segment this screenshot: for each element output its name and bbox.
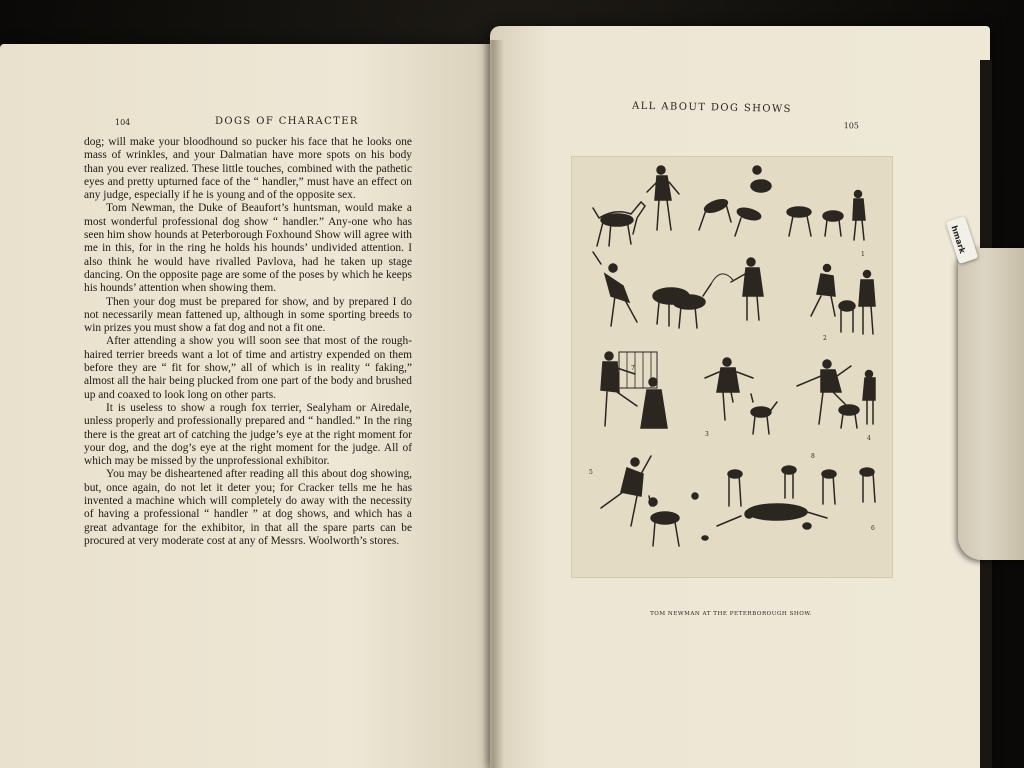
paragraph: It is useless to show a rough fox terrier, Sealyham or Airedale, unless properly and professionally prepared and “ handled.” In the ring there is the great art of catching the judge’s eye at the right moment for your dog, and the dog’s eye at the right moment for the judge. All of which may be missed by the unprofessional exhibitor.: [84, 401, 412, 468]
sketch-hound-large: [649, 496, 679, 546]
panel-number: 1: [861, 251, 865, 258]
paragraph: After attending a show you will soon see that most of the rough-haired terrier breeds want a lot of time and artistry expended on them before they are “ fit for show,” all of which is in reality “ faking,” almost all the hair being plucked from one part of the body and brushed up and coaxed to look long on other parts.: [84, 335, 412, 401]
sketch-figure-bending: [593, 252, 637, 326]
panel-number: 3: [705, 431, 709, 438]
illustration-plate: [571, 156, 893, 578]
sketch-leaping-hounds: [699, 166, 843, 236]
sketch-hound: [593, 202, 645, 246]
sketch-figure-lying: [692, 493, 827, 540]
fabric-bookmark[interactable]: [958, 248, 1024, 560]
sketch-hounds-standing: [728, 466, 875, 506]
panel-number: 5: [589, 469, 593, 476]
panel-number: 2: [823, 335, 827, 342]
panel-number: 8: [811, 453, 815, 460]
left-page-body: [84, 136, 412, 548]
paragraph: Tom Newman, the Duke of Beaufort’s huntsman, would make a most wonderful professional dog show “ handler.” Any-one who has seen him show hounds at Peterborough Foxhound Show will agree with me in this, for in the ring he holds his hounds’ undivided attention. I also think he would have rivalled Pavlova, had he taken up stage dancing. On the opposite page are some of the poses by which he keeps his hounds’ attention when showing them.: [84, 202, 412, 295]
sketch-figure: [853, 191, 865, 241]
paragraph: Then your dog must be prepared for show, and by prepared I do not necessarily mean fattened up, although in some sporting breeds to win prizes you must show a fat dog and not a fit one.: [84, 295, 412, 335]
illustration-sketches: [571, 156, 893, 578]
sketch-hound-pack: [653, 274, 733, 328]
right-page-number: 105: [843, 121, 860, 131]
right-running-head-title: ALL ABOUT DOG SHOWS: [631, 100, 792, 115]
panel-number: 4: [867, 435, 871, 442]
sketch-hound: [751, 394, 777, 434]
paragraph: dog; will make your bloodhound so pucker his face that he looks one mass of wrinkles, and your Dalmatian have more spots on his body than you ever realized. These little touches, combined with the pathetic eyes and pretty upturned face of the “ handler,” must have an effect on any judge, especially if he is young and of the opposite sex.: [84, 136, 412, 202]
paragraph: You may be disheartened after reading all this about dog showing, but, once again, do not let it deter you; for Cracker tells me he has invented a machine which will completely do away with the necessity of having a professional “ handler ” at dog shows, and which has a great advantage for the exhibitor, in that all the spare parts can be procured at very moderate cost at any of Messrs. Woolworth’s stores.: [84, 468, 412, 547]
sketch-figure-dancing: [797, 360, 875, 428]
sketch-figure-and-hound: [811, 265, 875, 335]
sketch-figure: [731, 258, 763, 320]
panel-number: 6: [871, 525, 875, 532]
left-page-number: 104: [115, 118, 131, 127]
sketch-figure-spinning: [705, 358, 753, 420]
plate-caption: TOM NEWMAN AT THE PETERBOROUGH SHOW.: [650, 611, 812, 617]
sketch-figure-lunging: [601, 456, 651, 526]
book-gutter: [482, 40, 504, 768]
bookmark-tag-text: hmark: [949, 224, 967, 255]
panel-number: 7: [631, 365, 635, 372]
left-running-head-title: DOGS OF CHARACTER: [215, 116, 359, 127]
sketch-figure: [647, 166, 679, 230]
